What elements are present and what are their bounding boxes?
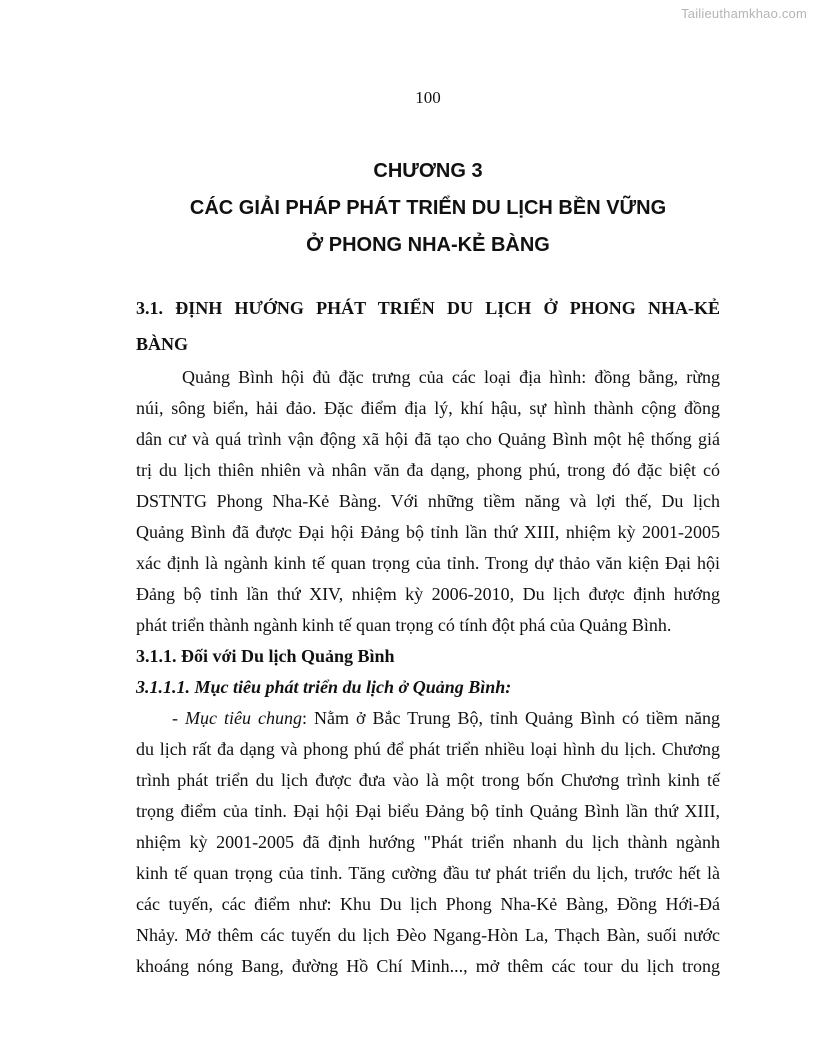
paragraph-line: Quảng Bình hội đủ đặc trưng của các loại địa hình: đồng bằng, rừng — [182, 367, 720, 387]
paragraph-1 — [136, 362, 720, 641]
chapter-label: CHƯƠNG 3 — [373, 160, 483, 182]
paragraph-line: khoáng nóng Bang, đường Hồ Chí Minh..., mở thêm các tour du lịch trong — [136, 956, 720, 976]
paragraph-line: nhiệm kỳ 2001-2005 đã định hướng "Phát triển nhanh du lịch thành ngành — [136, 832, 720, 852]
paragraph-line: trình phát triển du lịch được đưa vào là một trong bốn Chương trình kinh tế — [136, 770, 720, 790]
paragraph-line: các tuyến, các điểm như: Khu Du lịch Phong Nha-Kẻ Bàng, Đồng Hới-Đá — [136, 894, 720, 914]
chapter-title-line-1: CÁC GIẢI PHÁP PHÁT TRIỂN DU LỊCH BỀN VỮNG — [189, 197, 667, 219]
subsection-heading: 3.1.1. Đối với Du lịch Quảng Bình — [136, 646, 395, 666]
paragraph-lead-rest: : Nằm ở Bắc Trung Bộ, tỉnh Quảng Bình có tiềm năng — [301, 708, 720, 728]
paragraph-line: Đảng bộ tỉnh lần thứ XIV, nhiệm kỳ 2006-2010, Du lịch được định hướng — [136, 584, 720, 604]
paragraph-line: phát triển thành ngành kinh tế quan trọng có tính đột phá của Quảng Bình. — [136, 615, 672, 635]
paragraph-line: kinh tế quan trọng của tỉnh. Tăng cường đầu tư phát triển du lịch, trước hết là — [136, 863, 720, 883]
subsubsection-heading: 3.1.1.1. Mục tiêu phát triển du lịch ở Quảng Bình: — [136, 677, 512, 697]
paragraph-line: dân cư và quá trình vận động xã hội đã tạo cho Quảng Bình một hệ thống giá — [136, 429, 720, 449]
paragraph-line: trọng điểm của tỉnh. Đại hội Đại biểu Đảng bộ tỉnh Quảng Bình lần thứ XIII, — [136, 801, 720, 821]
paragraph-line — [136, 703, 720, 734]
paragraph-line: xác định là ngành kinh tế quan trọng của tỉnh. Trong dự thảo văn kiện Đại hội — [136, 553, 720, 573]
watermark: Tailieuthamkhao.com — [681, 6, 807, 21]
paragraph-line: DSTNTG Phong Nha-Kẻ Bàng. Với những tiềm năng và lợi thế, Du lịch — [136, 491, 720, 511]
chapter-title-line-2: Ở PHONG NHA-KẺ BÀNG — [306, 234, 550, 256]
section-heading-line-2: BÀNG — [136, 334, 189, 354]
paragraph-line: Quảng Bình đã được Đại hội Đảng bộ tỉnh lần thứ XIII, nhiệm kỳ 2001-2005 — [136, 522, 720, 542]
page-number: 100 — [415, 88, 441, 107]
paragraph-line: Nhảy. Mở thêm các tuyến du lịch Đèo Ngang-Hòn La, Thạch Bàn, suối nước — [136, 925, 720, 945]
paragraph-2 — [136, 703, 720, 982]
paragraph-line: trị du lịch thiên nhiên và nhân văn đa dạng, phong phú, trong đó đặc biệt có — [136, 460, 720, 480]
paragraph-line: núi, sông biển, hải đảo. Đặc điểm địa lý, khí hậu, sự hình thành cộng đồng — [136, 398, 720, 418]
paragraph-line: du lịch rất đa dạng và phong phú để phát triển nhiều loại hình du lịch. Chương — [136, 739, 720, 759]
paragraph-lead: - Mục tiêu chung — [172, 708, 302, 728]
section-heading-line-1: 3.1. ĐỊNH HƯỚNG PHÁT TRIỂN DU LỊCH Ở PHONG NHA-KẺ — [136, 298, 720, 318]
page-body — [136, 290, 720, 982]
